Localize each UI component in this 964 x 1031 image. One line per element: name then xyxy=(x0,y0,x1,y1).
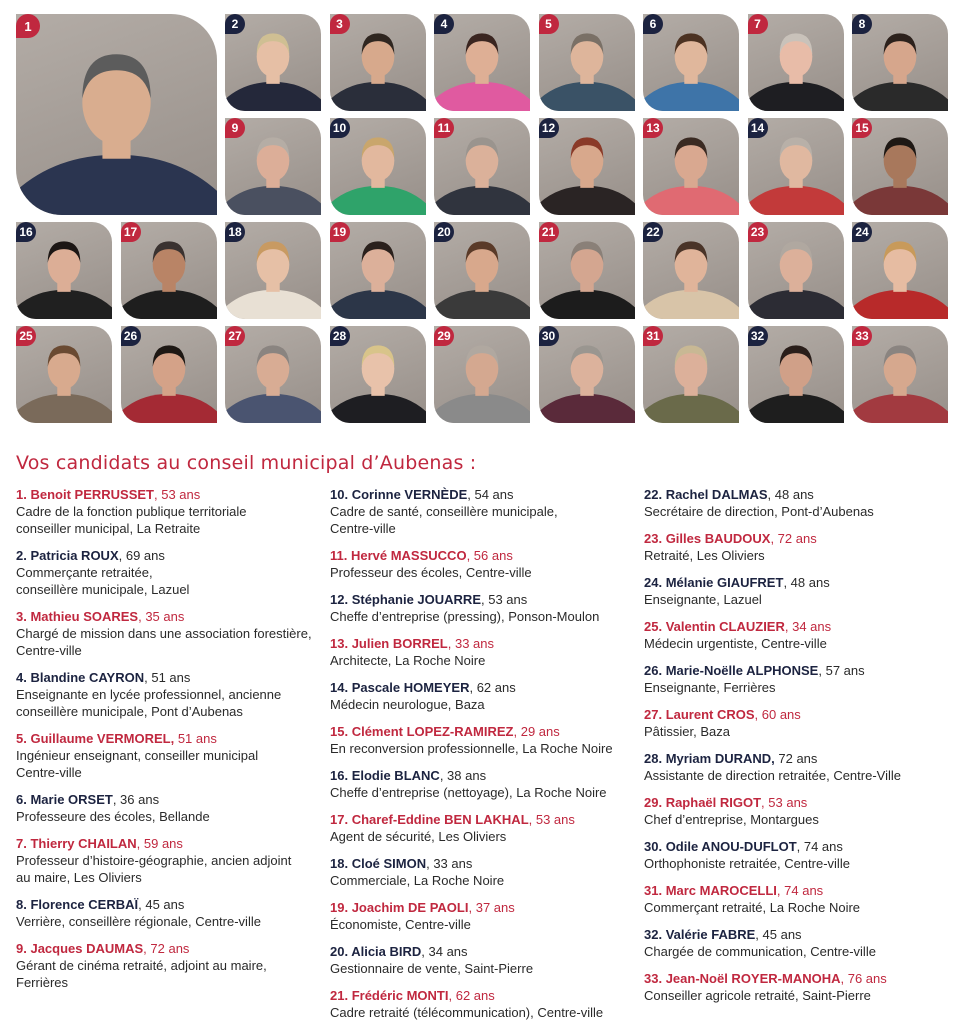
candidate-entry xyxy=(16,835,322,886)
candidate-details: Ingénieur enseignant, conseiller municipal Centre-ville xyxy=(16,748,259,780)
candidate-name-line xyxy=(16,608,322,625)
candidate-number: 2. xyxy=(16,548,31,563)
portrait-number-badge: 2 xyxy=(225,14,245,34)
candidate-number: 10. xyxy=(330,487,352,502)
portrait-number-badge: 22 xyxy=(643,222,663,242)
candidate-details: Retraité, Les Oliviers xyxy=(644,548,765,563)
candidate-name: Frédéric MONTI xyxy=(351,988,449,1003)
candidate-entry xyxy=(330,767,636,801)
candidate-column-1 xyxy=(16,486,322,1001)
candidate-name-line xyxy=(644,794,950,811)
candidate-portrait xyxy=(539,326,635,423)
candidate-portrait xyxy=(748,14,844,111)
candidate-number: 25. xyxy=(644,619,666,634)
candidate-details: Commerciale, La Roche Noire xyxy=(330,873,505,888)
candidate-entry xyxy=(16,940,322,991)
candidate-name-line xyxy=(16,547,322,564)
candidate-number: 14. xyxy=(330,680,352,695)
candidate-name-line xyxy=(644,926,950,943)
candidate-details: Chargée de communication, Centre-ville xyxy=(644,944,876,959)
candidate-details: Professeur d’histoire-géographie, ancien adjoint au maire, Les Oliviers xyxy=(16,853,292,885)
candidate-name: Pascale HOMEYER xyxy=(351,680,470,695)
portrait-number-badge: 9 xyxy=(225,118,245,138)
section-heading: Vos candidats au conseil municipal d’Aubenas : xyxy=(16,452,477,474)
candidate-age: , 34 ans xyxy=(421,944,468,959)
candidate-name-line xyxy=(330,811,636,828)
portrait-number-badge: 23 xyxy=(748,222,768,242)
candidate-entry xyxy=(644,574,950,608)
candidate-details: Cadre de la fonction publique territoriale conseiller municipal, La Retraite xyxy=(16,504,247,536)
candidate-portrait xyxy=(643,14,739,111)
portrait-number-badge: 18 xyxy=(225,222,245,242)
candidate-portrait xyxy=(434,14,530,111)
candidate-number: 16. xyxy=(330,768,352,783)
candidate-portrait xyxy=(539,14,635,111)
candidate-portrait xyxy=(434,222,530,319)
candidate-name-line xyxy=(330,943,636,960)
portrait-number-badge: 26 xyxy=(121,326,141,346)
candidate-number: 31. xyxy=(644,883,666,898)
candidate-age: 51 ans xyxy=(174,731,217,746)
candidate-name: Clément LOPEZ-RAMIREZ xyxy=(351,724,514,739)
candidate-age: , 51 ans xyxy=(144,670,191,685)
candidate-details: Enseignante, Lazuel xyxy=(644,592,762,607)
candidate-age: , 36 ans xyxy=(112,792,160,807)
candidate-entry xyxy=(644,530,950,564)
candidate-name: Rachel DALMAS xyxy=(665,487,768,502)
candidate-name: Jean-Noël ROYER-MANOHA xyxy=(665,971,841,986)
candidate-age: , 56 ans xyxy=(466,548,513,563)
candidate-name: Jacques DAUMAS xyxy=(30,941,144,956)
candidate-name: Valentin CLAUZIER xyxy=(665,619,785,634)
candidate-details: Verrière, conseillère régionale, Centre-ville xyxy=(16,914,261,929)
portrait-number-badge: 5 xyxy=(539,14,559,34)
candidate-number: 3. xyxy=(16,609,31,624)
candidate-portrait xyxy=(748,118,844,215)
portrait-number-badge: 1 xyxy=(16,14,40,38)
candidate-name-line xyxy=(644,618,950,635)
candidate-number: 19. xyxy=(330,900,352,915)
candidate-number: 30. xyxy=(644,839,666,854)
candidate-age: , 74 ans xyxy=(796,839,843,854)
portrait-number-badge: 28 xyxy=(330,326,350,346)
candidate-age: 72 ans xyxy=(774,751,818,766)
candidate-portrait xyxy=(16,326,112,423)
portrait-number-badge: 25 xyxy=(16,326,36,346)
portrait-number-badge: 31 xyxy=(643,326,663,346)
candidate-age: , 57 ans xyxy=(818,663,865,678)
candidate-age: , 38 ans xyxy=(439,768,487,783)
candidate-name: Charef-Eddine BEN LAKHAL xyxy=(351,812,529,827)
portrait-number-badge: 17 xyxy=(121,222,141,242)
portrait-number-badge: 21 xyxy=(539,222,559,242)
candidate-details: Médecin urgentiste, Centre-ville xyxy=(644,636,827,651)
candidate-name-line xyxy=(16,730,322,747)
candidate-details: Cadre de santé, conseillère municipale, Centre-ville xyxy=(330,504,558,536)
candidate-details: Commerçant retraité, La Roche Noire xyxy=(644,900,861,915)
candidate-name: Valérie FABRE xyxy=(665,927,756,942)
candidate-age: , 74 ans xyxy=(776,883,824,898)
candidate-portrait xyxy=(121,326,217,423)
candidate-number: 27. xyxy=(644,707,666,722)
candidate-portrait xyxy=(121,222,217,319)
candidate-portrait xyxy=(748,326,844,423)
candidate-age: , 48 ans xyxy=(783,575,830,590)
candidate-entry xyxy=(644,706,950,740)
candidate-entry xyxy=(330,987,636,1021)
candidate-number: 20. xyxy=(330,944,352,959)
candidate-number: 26. xyxy=(644,663,666,678)
candidate-name-line xyxy=(16,791,322,808)
candidate-name-line xyxy=(330,679,636,696)
candidate-entry xyxy=(16,730,322,781)
candidate-entry xyxy=(644,618,950,652)
candidate-number: 13. xyxy=(330,636,352,651)
candidate-portrait xyxy=(225,326,321,423)
candidate-entry xyxy=(330,547,636,581)
candidate-portrait xyxy=(225,14,321,111)
candidate-details: Économiste, Centre-ville xyxy=(330,917,471,932)
candidate-number: 8. xyxy=(16,897,31,912)
portrait-number-badge: 16 xyxy=(16,222,36,242)
candidate-age: , 60 ans xyxy=(754,707,801,722)
candidate-portrait xyxy=(16,14,217,215)
candidate-portrait xyxy=(16,222,112,319)
candidate-column-2 xyxy=(330,486,636,1031)
candidate-number: 17. xyxy=(330,812,352,827)
candidate-number: 9. xyxy=(16,941,31,956)
candidate-number: 7. xyxy=(16,836,31,851)
candidate-entry xyxy=(644,750,950,784)
candidate-number: 18. xyxy=(330,856,352,871)
candidate-name: Stéphanie JOUARRE xyxy=(351,592,481,607)
candidate-column-3 xyxy=(644,486,950,1014)
candidate-portrait xyxy=(643,222,739,319)
candidate-details: Chargé de mission dans une association forestière, Centre-ville xyxy=(16,626,312,658)
candidate-portrait xyxy=(643,118,739,215)
candidate-portrait xyxy=(852,118,948,215)
candidate-entry xyxy=(330,591,636,625)
candidate-age: , 53 ans xyxy=(153,487,201,502)
portrait-number-badge: 7 xyxy=(748,14,768,34)
candidate-details: Pâtissier, Baza xyxy=(644,724,730,739)
candidate-name-line xyxy=(330,723,636,740)
portrait-number-badge: 20 xyxy=(434,222,454,242)
candidate-entry xyxy=(330,899,636,933)
candidate-number: 12. xyxy=(330,592,352,607)
candidate-details: Enseignante en lycée professionnel, ancienne conseillère municipale, Pont d’Aubenas xyxy=(16,687,282,719)
candidate-details: Commerçante retraitée, conseillère municipale, Lazuel xyxy=(16,565,190,597)
candidate-details: Conseiller agricole retraité, Saint-Pierre xyxy=(644,988,871,1003)
portrait-number-badge: 24 xyxy=(852,222,872,242)
candidate-name: Julien BORREL xyxy=(351,636,448,651)
candidate-name: Mélanie GIAUFRET xyxy=(665,575,784,590)
candidate-name-line xyxy=(644,706,950,723)
candidate-portrait xyxy=(330,14,426,111)
candidate-number: 32. xyxy=(644,927,666,942)
candidate-age: , 45 ans xyxy=(138,897,185,912)
candidate-details: Médecin neurologue, Baza xyxy=(330,697,485,712)
candidate-details: Architecte, La Roche Noire xyxy=(330,653,486,668)
candidate-details: Cheffe d’entreprise (pressing), Ponson-Moulon xyxy=(330,609,600,624)
candidate-portrait xyxy=(852,326,948,423)
candidate-name: Laurent CROS xyxy=(665,707,755,722)
candidate-age: , 72 ans xyxy=(143,941,190,956)
candidate-name: Alicia BIRD xyxy=(351,944,422,959)
portrait-number-badge: 11 xyxy=(434,118,454,138)
candidate-details: Chef d’entreprise, Montargues xyxy=(644,812,819,827)
candidate-number: 28. xyxy=(644,751,666,766)
candidate-entry xyxy=(330,943,636,977)
candidate-age: , 54 ans xyxy=(467,487,514,502)
candidate-age: , 76 ans xyxy=(840,971,887,986)
candidate-name: Marie-Noëlle ALPHONSE xyxy=(665,663,819,678)
portrait-number-badge: 14 xyxy=(748,118,768,138)
candidate-name: Thierry CHAILAN xyxy=(30,836,137,851)
candidate-name: Guillaume VERMOREL, xyxy=(30,731,175,746)
candidate-portrait xyxy=(330,326,426,423)
candidate-name: Mathieu SOARES xyxy=(30,609,139,624)
candidate-name: Cloé SIMON xyxy=(351,856,427,871)
candidate-age: , 62 ans xyxy=(448,988,495,1003)
candidate-portrait xyxy=(330,222,426,319)
portrait-number-badge: 19 xyxy=(330,222,350,242)
candidate-name: Odile ANOU-DUFLOT xyxy=(665,839,797,854)
candidate-entry xyxy=(644,794,950,828)
candidate-age: , 53 ans xyxy=(761,795,808,810)
candidate-entry xyxy=(644,882,950,916)
candidate-portrait xyxy=(539,222,635,319)
candidate-number: 33. xyxy=(644,971,666,986)
candidate-details: En reconversion professionnelle, La Roche Noire xyxy=(330,741,613,756)
candidate-name-line xyxy=(330,547,636,564)
candidate-entry xyxy=(330,811,636,845)
candidate-name-line xyxy=(330,486,636,503)
candidate-portrait xyxy=(748,222,844,319)
candidate-name: Corinne VERNÈDE xyxy=(351,487,468,502)
candidate-name: Gilles BAUDOUX xyxy=(665,531,771,546)
candidate-name-line xyxy=(16,896,322,913)
candidate-name-line xyxy=(644,750,950,767)
candidate-name-line xyxy=(330,635,636,652)
candidate-entry xyxy=(16,896,322,930)
portrait-number-badge: 12 xyxy=(539,118,559,138)
candidate-portrait xyxy=(852,222,948,319)
portrait-number-badge: 10 xyxy=(330,118,350,138)
candidate-name-line xyxy=(330,591,636,608)
candidate-name: Florence CERBAÏ xyxy=(30,897,139,912)
candidate-entry xyxy=(16,791,322,825)
candidate-entry xyxy=(16,486,322,537)
candidate-name: Marc MAROCELLI xyxy=(665,883,777,898)
candidate-details: Assistante de direction retraitée, Centre-Ville xyxy=(644,768,901,783)
candidate-name-line xyxy=(330,987,636,1004)
candidate-number: 6. xyxy=(16,792,31,807)
portrait-number-badge: 30 xyxy=(539,326,559,346)
candidate-name-line xyxy=(330,767,636,784)
candidate-age: , 37 ans xyxy=(468,900,515,915)
portrait-grid xyxy=(0,0,964,430)
candidate-portrait xyxy=(330,118,426,215)
candidate-details: Cadre retraité (télécommunication), Centre-ville xyxy=(330,1005,604,1020)
candidate-name: Elodie BLANC xyxy=(351,768,440,783)
candidate-number: 4. xyxy=(16,670,31,685)
candidate-entry xyxy=(644,926,950,960)
candidate-number: 22. xyxy=(644,487,666,502)
candidate-entry xyxy=(644,662,950,696)
candidate-entry xyxy=(330,855,636,889)
candidate-name-line xyxy=(644,882,950,899)
candidate-entry xyxy=(16,669,322,720)
candidate-portrait xyxy=(225,222,321,319)
candidate-name-line xyxy=(644,662,950,679)
candidate-age: , 45 ans xyxy=(755,927,802,942)
portrait-number-badge: 4 xyxy=(434,14,454,34)
candidate-details: Professeur des écoles, Centre-ville xyxy=(330,565,532,580)
candidate-details: Orthophoniste retraitée, Centre-ville xyxy=(644,856,850,871)
candidate-age: , 33 ans xyxy=(426,856,473,871)
candidate-name: Joachim DE PAOLI xyxy=(351,900,469,915)
candidate-entry xyxy=(330,723,636,757)
candidate-age: , 59 ans xyxy=(136,836,183,851)
candidate-name: Benoit PERRUSSET xyxy=(30,487,154,502)
candidate-name-line xyxy=(16,669,322,686)
candidate-details: Gérant de cinéma retraité, adjoint au maire, Ferrières xyxy=(16,958,267,990)
candidate-name: Blandine CAYRON xyxy=(30,670,145,685)
candidate-name-line xyxy=(16,486,322,503)
candidate-age: , 33 ans xyxy=(447,636,495,651)
candidate-details: Enseignante, Ferrières xyxy=(644,680,776,695)
candidate-name-line xyxy=(16,940,322,957)
candidate-age: , 72 ans xyxy=(770,531,817,546)
candidate-number: 5. xyxy=(16,731,31,746)
portrait-number-badge: 8 xyxy=(852,14,872,34)
candidate-entry xyxy=(330,635,636,669)
candidate-number: 15. xyxy=(330,724,352,739)
candidate-name-line xyxy=(330,899,636,916)
portrait-number-badge: 32 xyxy=(748,326,768,346)
candidate-age: , 29 ans xyxy=(513,724,560,739)
candidate-number: 11. xyxy=(330,548,351,563)
candidate-name-line xyxy=(644,530,950,547)
candidate-name-line xyxy=(644,838,950,855)
candidate-name-line xyxy=(644,574,950,591)
candidate-name: Myriam DURAND, xyxy=(665,751,775,766)
candidate-age: , 35 ans xyxy=(138,609,185,624)
candidate-details: Cheffe d’entreprise (nettoyage), La Roche Noire xyxy=(330,785,607,800)
candidate-name: Patricia ROUX xyxy=(30,548,119,563)
portrait-number-badge: 13 xyxy=(643,118,663,138)
candidate-number: 23. xyxy=(644,531,666,546)
candidate-entry xyxy=(330,486,636,537)
candidate-portrait xyxy=(643,326,739,423)
candidate-entry xyxy=(644,970,950,1004)
candidate-details: Professeure des écoles, Bellande xyxy=(16,809,210,824)
candidate-age: , 53 ans xyxy=(481,592,528,607)
candidate-number: 1. xyxy=(16,487,31,502)
candidate-portrait xyxy=(225,118,321,215)
candidate-age: , 53 ans xyxy=(528,812,575,827)
candidate-entry xyxy=(16,547,322,598)
candidate-portrait xyxy=(434,326,530,423)
candidate-name-line xyxy=(644,970,950,987)
candidate-portrait xyxy=(539,118,635,215)
portrait-number-badge: 3 xyxy=(330,14,350,34)
candidate-name-line xyxy=(330,855,636,872)
portrait-number-badge: 6 xyxy=(643,14,663,34)
candidate-age: , 69 ans xyxy=(118,548,165,563)
candidate-name: Marie ORSET xyxy=(30,792,113,807)
candidate-entry xyxy=(16,608,322,659)
candidate-details: Secrétaire de direction, Pont-d’Aubenas xyxy=(644,504,874,519)
candidate-name-line xyxy=(16,835,322,852)
candidate-entry xyxy=(644,838,950,872)
portrait-number-badge: 15 xyxy=(852,118,872,138)
portrait-number-badge: 33 xyxy=(852,326,872,346)
portrait-number-badge: 29 xyxy=(434,326,454,346)
candidate-number: 21. xyxy=(330,988,352,1003)
candidate-portrait xyxy=(852,14,948,111)
candidate-name: Raphaël RIGOT xyxy=(665,795,762,810)
candidate-portrait xyxy=(434,118,530,215)
candidate-name: Hervé MASSUCCO xyxy=(350,548,467,563)
candidate-entry xyxy=(644,486,950,520)
candidate-name-line xyxy=(644,486,950,503)
candidate-number: 29. xyxy=(644,795,666,810)
candidate-details: Agent de sécurité, Les Oliviers xyxy=(330,829,507,844)
candidate-age: , 48 ans xyxy=(767,487,814,502)
candidate-details: Gestionnaire de vente, Saint-Pierre xyxy=(330,961,534,976)
candidate-number: 24. xyxy=(644,575,666,590)
candidate-entry xyxy=(330,679,636,713)
candidate-age: , 62 ans xyxy=(469,680,516,695)
candidate-age: , 34 ans xyxy=(784,619,832,634)
portrait-number-badge: 27 xyxy=(225,326,245,346)
